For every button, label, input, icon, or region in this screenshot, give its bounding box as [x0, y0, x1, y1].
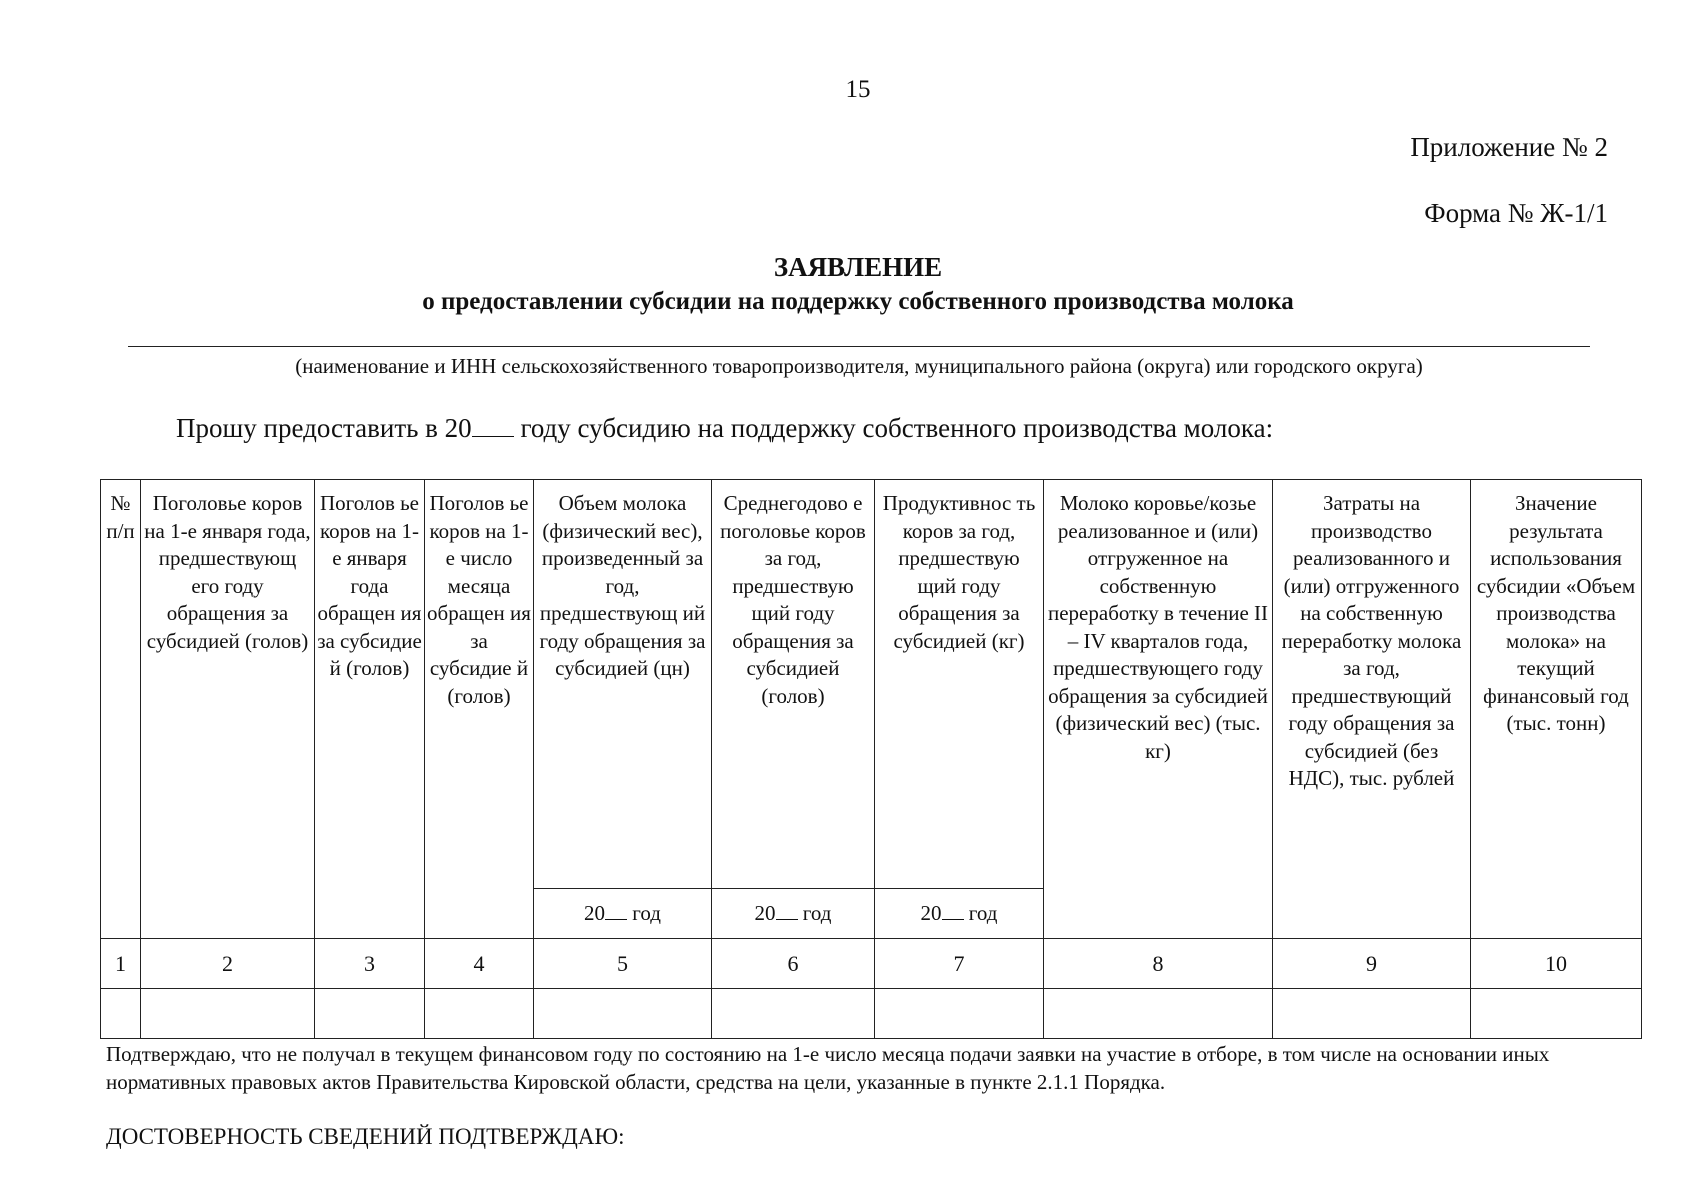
- column-number-cell: 5: [534, 939, 712, 989]
- header-cell-cows-month-application: Поголов ье коров на 1-е число месяца обращен ия за субсидие й (голов): [425, 480, 534, 939]
- data-entry-cell[interactable]: [1044, 989, 1273, 1039]
- request-prefix: Прошу предоставить в 20: [176, 413, 472, 443]
- header-cell-milk-sold: Молоко коровье/козье реализованное и (или) отгруженное на собственную переработку в течение II – IV кварталов года, предшествующего году обращения за субсидией (физический вес) (тыс. кг): [1044, 480, 1273, 939]
- year-prefix: 20: [754, 900, 776, 925]
- year-cell: [712, 889, 875, 939]
- data-entry-cell[interactable]: [315, 989, 425, 1039]
- data-entry-cell[interactable]: [1273, 989, 1471, 1039]
- data-entry-cell[interactable]: [101, 989, 141, 1039]
- header-cell-number: № п/п: [101, 480, 141, 939]
- year-prefix: 20: [920, 900, 942, 925]
- column-number-cell: 7: [875, 939, 1044, 989]
- column-number-cell: 1: [101, 939, 141, 989]
- column-number-cell: 4: [425, 939, 534, 989]
- year-blank-field[interactable]: [605, 901, 627, 920]
- column-number-cell: 3: [315, 939, 425, 989]
- appendix-label: Приложение № 2: [1410, 132, 1608, 162]
- data-entry-cell[interactable]: [534, 989, 712, 1039]
- applicant-name-line[interactable]: [128, 346, 1590, 347]
- header-cell-result-value: Значение результата использования субсидии «Объем производства молока» на текущий финансовый год (тыс. тонн): [1471, 480, 1642, 939]
- year-prefix: 20: [584, 900, 606, 925]
- subsidy-table: [100, 479, 1642, 1039]
- data-entry-cell[interactable]: [141, 989, 315, 1039]
- request-sentence: [176, 413, 1273, 444]
- year-suffix: год: [632, 900, 661, 925]
- year-cell: [875, 889, 1044, 939]
- column-number-cell: 8: [1044, 939, 1273, 989]
- data-entry-cell[interactable]: [875, 989, 1044, 1039]
- applicant-name-caption: (наименование и ИНН сельскохозяйственного товаропроизводителя, муниципального района (округа) или городского округа): [295, 354, 1423, 378]
- data-entry-cell[interactable]: [425, 989, 534, 1039]
- year-cell: [534, 889, 712, 939]
- year-blank-field[interactable]: [776, 901, 798, 920]
- confirmation-statement: Подтверждаю, что не получал в текущем финансовом году по состоянию на 1-е число месяца подачи заявки на участие в отборе, в том числе на основании иных нормативных правовых актов Правительства Кировской области, средства на цели, указанные в пункте 2.1.1 Порядка.: [106, 1042, 1550, 1094]
- header-cell-productivity: Продуктивнос ть коров за год, предшествую щий году обращения за субсидией (кг): [875, 480, 1044, 889]
- header-cell-average-livestock: Среднегодово е поголовье коров за год, предшествую щий году обращения за субсидией (голов): [712, 480, 875, 889]
- data-entry-cell[interactable]: [1471, 989, 1642, 1039]
- document-title: ЗАЯВЛЕНИЕ: [773, 252, 943, 282]
- subsidy-table-wrapper: [100, 479, 1642, 1039]
- form-number: Форма № Ж-1/1: [1424, 198, 1608, 228]
- header-cell-cows-jan-prev-year: Поголовье коров на 1-е января года, предшествующ его году обращения за субсидией (голов): [141, 480, 315, 939]
- header-cell-production-costs: Затраты на производство реализованного и (или) отгруженного на собственную переработку молока за год, предшествующий году обращения за субсидией (без НДС), тыс. рублей: [1273, 480, 1471, 939]
- request-suffix: году субсидию на поддержку собственного производства молока:: [520, 413, 1274, 443]
- reliability-statement: ДОСТОВЕРНОСТЬ СВЕДЕНИЙ ПОДТВЕРЖДАЮ:: [106, 1124, 625, 1149]
- page-number: 15: [845, 76, 871, 103]
- year-suffix: год: [968, 900, 998, 925]
- header-cell-cows-jan-current-year: Поголов ье коров на 1-е января года обращен ия за субсидие й (голов): [315, 480, 425, 939]
- data-entry-cell[interactable]: [712, 989, 875, 1039]
- data-entry-row: [101, 989, 1642, 1039]
- document-subtitle: о предоставлении субсидии на поддержку собственного производства молока: [422, 288, 1294, 315]
- year-blank-field[interactable]: [942, 901, 964, 920]
- column-number-row: [101, 939, 1642, 989]
- column-number-cell: 9: [1273, 939, 1471, 989]
- year-suffix: год: [802, 900, 832, 925]
- column-number-cell: 10: [1471, 939, 1642, 989]
- header-cell-milk-volume: Объем молока (физический вес), произведенный за год, предшествующ ий году обращения за субсидией (цн): [534, 480, 712, 889]
- column-number-cell: 2: [141, 939, 315, 989]
- year-blank-field[interactable]: [472, 414, 514, 437]
- column-number-cell: 6: [712, 939, 875, 989]
- header-row: [101, 480, 1642, 889]
